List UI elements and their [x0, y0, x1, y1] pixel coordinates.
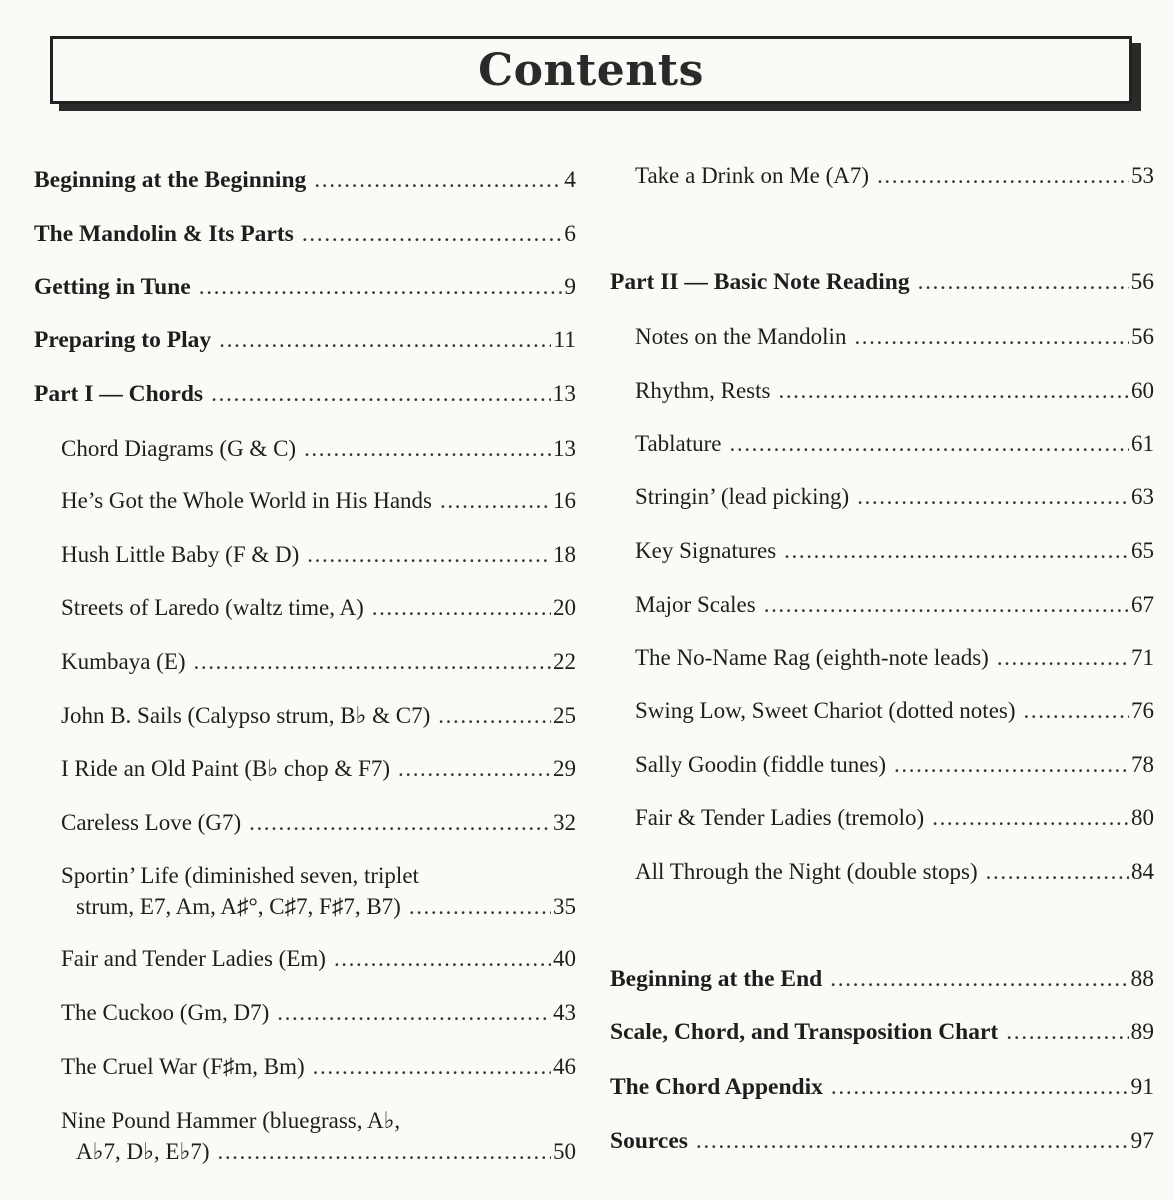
toc-entry-page: 67 [1131, 592, 1154, 617]
toc-entry-label: Rhythm, Rests [635, 378, 771, 403]
toc-entry[interactable] [34, 485, 576, 516]
leader-dots [302, 219, 562, 250]
toc-entry-page: 4 [564, 167, 576, 193]
toc-entry[interactable] [610, 802, 1154, 833]
toc-entry-label: Chord Diagrams (G & C) [61, 436, 297, 461]
toc-entry[interactable] [34, 1105, 576, 1167]
toc-entry-page: 80 [1131, 805, 1154, 830]
toc-entry-label: Major Scales [635, 592, 756, 617]
toc-entry-page: 91 [1130, 1074, 1154, 1100]
toc-entry[interactable] [610, 428, 1154, 459]
toc-entry-label: Beginning at the Beginning [34, 167, 307, 193]
toc-entry-page: 25 [553, 703, 576, 728]
toc-entry-label: He’s Got the Whole World in His Hands [61, 488, 433, 513]
toc-entry[interactable] [34, 272, 576, 303]
leader-dots [440, 485, 551, 516]
leader-dots [372, 592, 551, 623]
toc-entry-page: 71 [1131, 645, 1154, 670]
toc-entry-page: 22 [553, 649, 576, 674]
toc-entry-label: Nine Pound Hammer (bluegrass, A♭, [61, 1108, 401, 1133]
toc-entry-label: Take a Drink on Me (A7) [635, 163, 870, 188]
leader-dots [997, 642, 1129, 673]
toc-entry[interactable] [610, 964, 1154, 995]
toc-entry[interactable] [610, 160, 1154, 191]
leader-dots [304, 433, 551, 464]
leader-dots [217, 1136, 551, 1167]
toc-entry-page: 20 [553, 595, 576, 620]
toc-entry[interactable] [34, 219, 576, 250]
toc-entry[interactable] [34, 325, 576, 356]
leader-dots [932, 802, 1129, 833]
toc-entry-label: Stringin’ (lead picking) [635, 484, 850, 509]
toc-entry-label: Preparing to Play [34, 327, 212, 353]
leader-dots [831, 1072, 1129, 1103]
toc-entry-label-continued: strum, E7, Am, A♯°, C♯7, F♯7, B7) [76, 894, 401, 919]
toc-entry-page: 56 [1131, 324, 1154, 349]
leader-dots [986, 856, 1129, 887]
toc-entry[interactable] [610, 589, 1154, 620]
leader-dots [277, 997, 551, 1028]
toc-entry-label: Tablature [635, 431, 722, 456]
page-title: Contents [478, 44, 704, 96]
leader-dots [313, 1051, 551, 1082]
leader-dots [730, 428, 1129, 459]
leader-dots [778, 375, 1129, 406]
leader-dots [918, 267, 1129, 298]
leader-dots [219, 325, 551, 356]
toc-entry[interactable] [34, 592, 576, 623]
toc-entry-label: Fair & Tender Ladies (tremolo) [635, 805, 925, 830]
toc-entry[interactable] [34, 539, 576, 570]
contents-title-box [50, 36, 1132, 104]
toc-entry-page: 97 [1130, 1128, 1154, 1154]
toc-entry[interactable] [34, 997, 576, 1028]
toc-entry-page: 40 [553, 946, 576, 971]
leader-dots [894, 749, 1129, 780]
leader-dots [194, 646, 551, 677]
toc-entry-label: Part II — Basic Note Reading [610, 269, 910, 295]
toc-entry[interactable] [34, 753, 576, 784]
toc-entry[interactable] [34, 165, 576, 196]
leader-dots [1006, 1017, 1128, 1048]
toc-entry-page: 76 [1131, 698, 1154, 723]
toc-entry-label: John B. Sails (Calypso strum, B♭ & C7) [61, 703, 431, 728]
toc-entry-page: 56 [1130, 269, 1154, 295]
toc-entry[interactable] [610, 1072, 1154, 1103]
toc-entry-page: 13 [553, 436, 576, 461]
leader-dots [696, 1126, 1129, 1157]
toc-entry-label: The Cruel War (F♯m, Bm) [61, 1054, 305, 1079]
toc-entry-label: Fair and Tender Ladies (Em) [61, 946, 326, 971]
leader-dots [784, 535, 1129, 566]
toc-entry-label: All Through the Night (double stops) [635, 859, 978, 884]
toc-entry[interactable] [610, 1017, 1154, 1048]
toc-entry-page: 53 [1131, 163, 1154, 188]
toc-entry-page: 50 [553, 1139, 576, 1164]
toc-entry-page: 65 [1131, 538, 1154, 563]
toc-entry-label: Sally Goodin (fiddle tunes) [635, 752, 887, 777]
toc-entry-page: 16 [553, 488, 576, 513]
toc-entry-label: Hush Little Baby (F & D) [61, 542, 300, 567]
toc-entry-page: 88 [1130, 966, 1154, 992]
toc-entry[interactable] [610, 749, 1154, 780]
toc-entry-page: 29 [553, 756, 576, 781]
toc-entry-label-continued: A♭7, D♭, E♭7) [76, 1139, 210, 1164]
toc-entry-label: I Ride an Old Paint (B♭ chop & F7) [61, 756, 390, 781]
leader-dots [314, 165, 562, 196]
toc-entry[interactable] [34, 433, 576, 464]
toc-entry[interactable] [34, 860, 576, 922]
leader-dots [211, 379, 550, 410]
toc-entry-label: The Mandolin & Its Parts [34, 221, 294, 247]
toc-entry[interactable] [610, 642, 1154, 673]
toc-entry-page: 46 [553, 1054, 576, 1079]
toc-entry[interactable] [34, 943, 576, 974]
toc-entry-label: Getting in Tune [34, 274, 191, 300]
leader-dots [307, 539, 551, 570]
toc-entry-page: 35 [553, 894, 576, 919]
toc-entry-page: 13 [552, 381, 576, 407]
toc-entry-page: 89 [1130, 1019, 1154, 1045]
toc-entry[interactable] [34, 807, 576, 838]
leader-dots [854, 321, 1129, 352]
toc-entry-page: 84 [1131, 859, 1154, 884]
toc-entry-page: 78 [1131, 752, 1154, 777]
toc-entry-label: Key Signatures [635, 538, 777, 563]
toc-entry[interactable] [610, 321, 1154, 352]
toc-entry-label: Part I — Chords [34, 381, 204, 407]
leader-dots [334, 943, 551, 974]
toc-entry[interactable] [610, 375, 1154, 406]
toc-entry[interactable] [34, 1051, 576, 1082]
toc-entry-page: 9 [564, 274, 576, 300]
toc-entry-label: Streets of Laredo (waltz time, A) [61, 595, 364, 620]
toc-entry[interactable] [610, 856, 1154, 887]
leader-dots [764, 589, 1129, 620]
toc-entry-page: 63 [1131, 484, 1154, 509]
leader-dots [438, 700, 551, 731]
toc-entry-label: Sportin’ Life (diminished seven, triplet [61, 863, 419, 888]
leader-dots [1024, 695, 1129, 726]
leader-dots [857, 481, 1129, 512]
toc-entry-page: 18 [553, 542, 576, 567]
toc-entry-page: 6 [564, 221, 576, 247]
toc-entry-page: 32 [553, 810, 576, 835]
toc-entry-page: 60 [1131, 378, 1154, 403]
leader-dots [199, 272, 563, 303]
toc-entry[interactable] [610, 267, 1154, 298]
leader-dots [398, 753, 551, 784]
toc-entry-label: Swing Low, Sweet Chariot (dotted notes) [635, 698, 1016, 723]
toc-entry[interactable] [34, 646, 576, 677]
leader-dots [249, 807, 551, 838]
toc-entry-label: Notes on the Mandolin [635, 324, 847, 349]
toc-entry-label: Sources [610, 1128, 688, 1154]
toc-entry-page: 11 [553, 327, 576, 353]
toc-entry-page: 43 [553, 1000, 576, 1025]
toc-entry-label: The Chord Appendix [610, 1074, 823, 1100]
toc-entry-label: Beginning at the End [610, 966, 823, 992]
toc-entry-label: Kumbaya (E) [61, 649, 186, 674]
toc-entry[interactable] [34, 700, 576, 731]
toc-entry[interactable] [34, 379, 576, 410]
leader-dots [877, 160, 1129, 191]
leader-dots [830, 964, 1128, 995]
toc-entry-page: 61 [1131, 431, 1154, 456]
toc-entry-label: Careless Love (G7) [61, 810, 242, 835]
toc-entry-label: Scale, Chord, and Transposition Chart [610, 1019, 999, 1045]
leader-dots [409, 891, 551, 922]
toc-entry[interactable] [610, 695, 1154, 726]
toc-entry[interactable] [610, 481, 1154, 512]
toc-entry[interactable] [610, 535, 1154, 566]
toc-entry[interactable] [610, 1126, 1154, 1157]
toc-entry-label: The Cuckoo (Gm, D7) [61, 1000, 270, 1025]
toc-entry-label: The No-Name Rag (eighth-note leads) [635, 645, 989, 670]
